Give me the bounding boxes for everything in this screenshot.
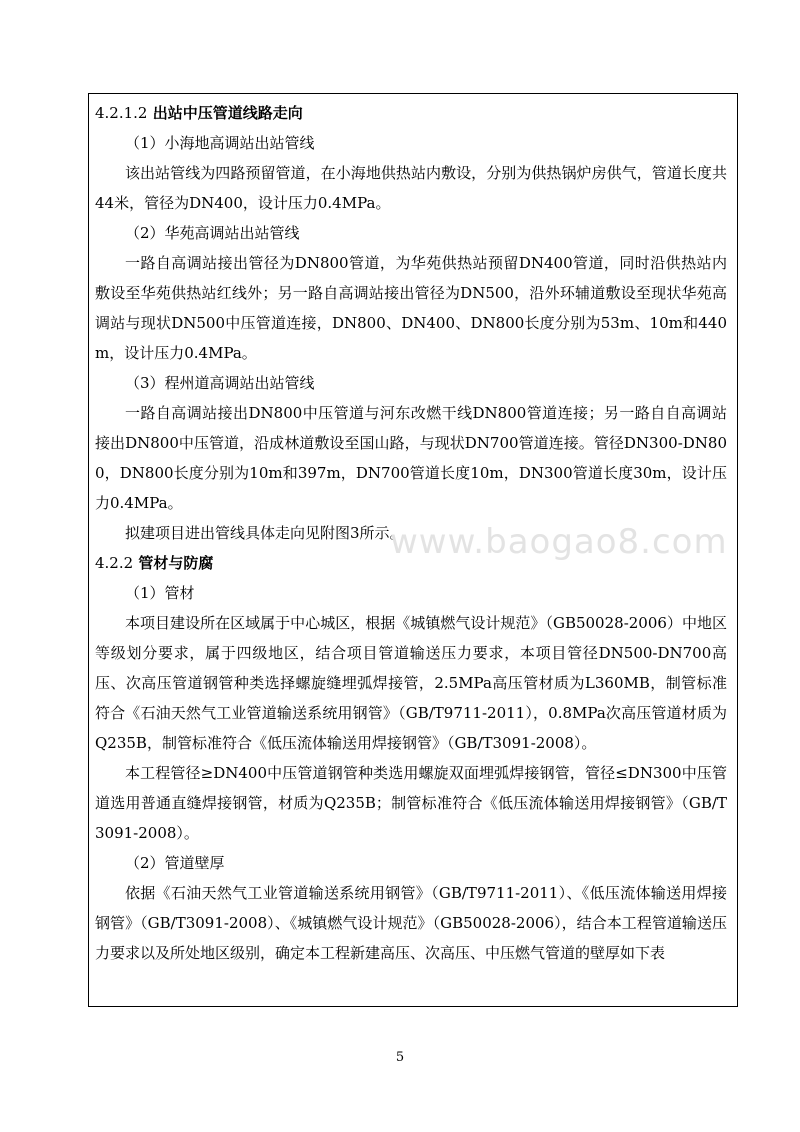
subheading: （2）管道壁厚 — [125, 854, 225, 872]
section-title: 管材与防腐 — [138, 554, 214, 572]
document-body — [95, 98, 727, 968]
subheading: （3）程州道高调站出站管线 — [125, 374, 315, 392]
body-paragraph: 一路自高调站接出DN800中压管道与河东改燃干线DN800管道连接；另一路自自高调站接出DN800中压管道，沿成林道敷设至国山路，与现状DN700管道连接。管径DN300-DN800，DN800长度分别为10m和397m，DN700管道长度10m，DN300管道长度30m，设计压力0.4MPa。 — [95, 404, 727, 512]
body-paragraph: 一路自高调站接出管径为DN800管道，为华苑供热站预留DN400管道，同时沿供热站内敷设至华苑供热站红线外；另一路自高调站接出管径为DN500，沿外环辅道敷设至现状华苑高调站与现状DN500中压管道连接，DN800、DN400、DN800长度分别为53m、10m和440m，设计压力0.4MPa。 — [95, 254, 727, 362]
section-title: 出站中压管道线路走向 — [152, 104, 303, 122]
body-paragraph: 本项目建设所在区域属于中心城区，根据《城镇燃气设计规范》（GB50028-2006）中地区等级划分要求，属于四级地区，结合项目管道输送压力要求，本项目管径DN500-DN700高压、次高压管道钢管种类选择螺旋缝埋弧焊接管，2.5MPa高压管材质为L360MB，制管标准符合《石油天然气工业管道输送系统用钢管》（GB/T9711-2011），0.8MPa次高压管道材质为Q235B，制管标准符合《低压流体输送用焊接钢管》（GB/T3091-2008）。 — [95, 614, 727, 752]
body-paragraph: 依据《石油天然气工业管道输送系统用钢管》（GB/T9711-2011）、《低压流体输送用焊接钢管》（GB/T3091-2008）、《城镇燃气设计规范》（GB50028-2006），结合本工程管道输送压力要求以及所处地区级别，确定本工程新建高压、次高压、中压燃气管道的壁厚如下表 — [95, 884, 727, 962]
section-number: 4.2.2 — [95, 554, 134, 572]
subheading: （1）管材 — [125, 584, 195, 602]
body-paragraph: 该出站管线为四路预留管道，在小海地供热站内敷设，分别为供热锅炉房供气，管道长度共44米，管径为DN400，设计压力0.4MPa。 — [95, 164, 727, 212]
section-heading-4-2-2 — [95, 548, 727, 578]
section-heading-4-2-1-2 — [95, 98, 727, 128]
page-number: 5 — [395, 1050, 405, 1065]
subheading: （1）小海地高调站出站管线 — [125, 134, 315, 152]
subheading: （2）华苑高调站出站管线 — [125, 224, 300, 242]
body-paragraph: 拟建项目进出管线具体走向见附图3所示。 — [125, 524, 405, 542]
content-frame — [88, 93, 738, 1007]
section-number: 4.2.1.2 — [95, 104, 148, 122]
watermark: www.baogao8.com — [390, 522, 728, 562]
body-paragraph: 本工程管径≥DN400中压管道钢管种类选用螺旋双面埋弧焊接钢管，管径≤DN300中压管道选用普通直缝焊接钢管，材质为Q235B；制管标准符合《低压流体输送用焊接钢管》（GB/T3091-2008）。 — [95, 764, 727, 842]
